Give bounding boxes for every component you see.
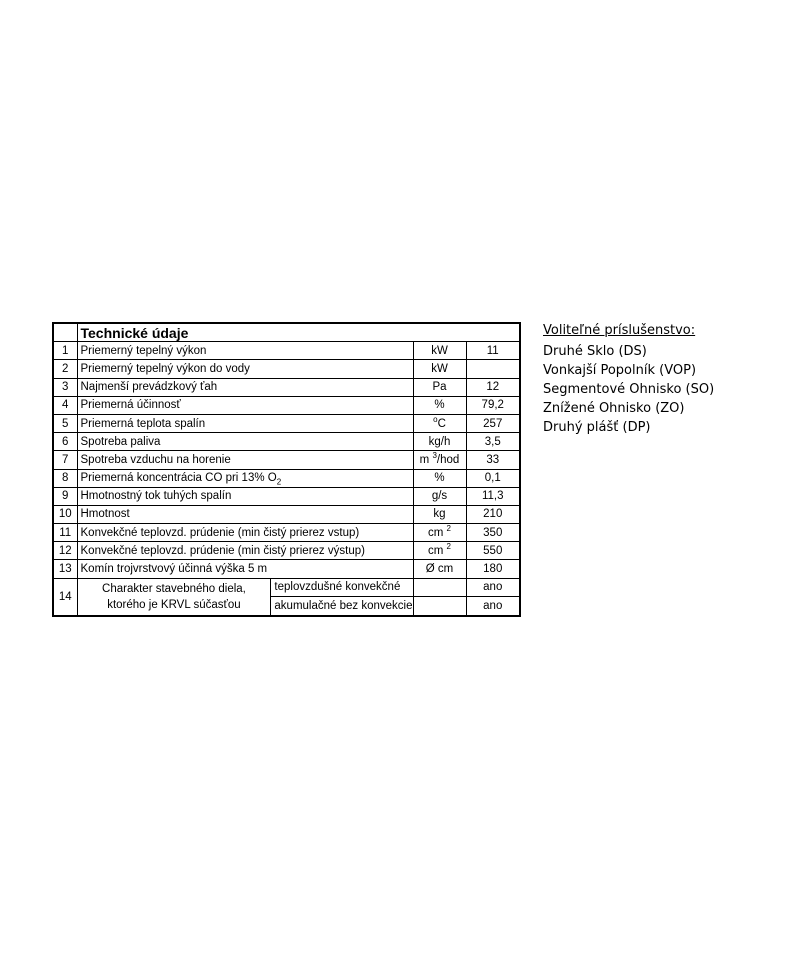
table-row (53, 542, 520, 560)
unit-base: m (419, 453, 430, 466)
row-unit (413, 542, 466, 560)
row-unit: kg/h (413, 433, 466, 451)
row-label: Hmotnost (77, 505, 413, 523)
row-unit: g/s (413, 487, 466, 505)
optional-accessories (543, 323, 714, 437)
unit-tail: /hod (436, 453, 460, 466)
row-number: 7 (53, 451, 77, 469)
row-label: Konvekčné teplovzd. prúdenie (min čistý prierez výstup) (77, 542, 413, 560)
row-number: 4 (53, 396, 77, 414)
technical-data-table (52, 322, 521, 617)
row-number: 9 (53, 487, 77, 505)
row-value: 11,3 (466, 487, 520, 505)
unit-superscript: 2 (446, 542, 451, 552)
row-value: 180 (466, 560, 520, 578)
row-unit: kW (413, 342, 466, 360)
row-unit (413, 524, 466, 542)
row-value: 257 (466, 414, 520, 432)
unit-superscript: 2 (446, 523, 451, 533)
label-base: Priemerná koncentrácia CO pri 13% O (80, 472, 277, 485)
row-number: 10 (53, 505, 77, 523)
row-value: 550 (466, 542, 520, 560)
row-number: 8 (53, 469, 77, 487)
row-label: Najmenší prevádzkový ťah (77, 378, 413, 396)
unit-base: C (437, 417, 446, 430)
table-row (53, 360, 520, 378)
row-value: 3,5 (466, 433, 520, 451)
row-value (466, 360, 520, 378)
table-row (53, 505, 520, 523)
row-value: 11 (466, 342, 520, 360)
row14-value-2: ano (466, 597, 520, 616)
row-unit (413, 414, 466, 432)
table-row (53, 524, 520, 542)
table-row (53, 414, 520, 432)
row-number: 12 (53, 542, 77, 560)
row-label: Spotreba vzduchu na horenie (77, 451, 413, 469)
row-label: Priemerný tepelný výkon (77, 342, 413, 360)
row-value: 12 (466, 378, 520, 396)
unit-superscript: 3 (432, 451, 437, 461)
row14-label-line2: ktorého je KRVL súčasťou (107, 598, 241, 611)
row-value: 33 (466, 451, 520, 469)
table-row (53, 560, 520, 578)
accessory-item: Vonkajší Popolník (VOP) (543, 363, 697, 378)
accessory-item: Druhý plášť (DP) (543, 420, 651, 435)
row14-option-1: teplovzdušné konvekčné (271, 579, 412, 597)
table-row (53, 342, 520, 360)
row-label: Konvekčné teplovzd. prúdenie (min čistý prierez vstup) (77, 524, 413, 542)
accessory-item: Znížené Ohnisko (ZO) (543, 401, 685, 416)
table-row (53, 578, 520, 596)
row-number: 14 (53, 578, 77, 616)
unit-base: cm (428, 544, 444, 557)
table-title: Technické údaje (77, 323, 520, 342)
accessory-item: Segmentové Ohnisko (SO) (543, 382, 715, 397)
accessory-item: Druhé Sklo (DS) (543, 344, 647, 359)
row-number: 6 (53, 433, 77, 451)
row-number: 13 (53, 560, 77, 578)
row-label: Priemerný tepelný výkon do vody (77, 360, 413, 378)
row-unit: % (413, 469, 466, 487)
row-unit: % (413, 396, 466, 414)
unit-superscript: o (433, 414, 438, 424)
row-label: Komín trojvrstvový účinná výška 5 m (77, 560, 413, 578)
row-label: Priemerná účinnosť (77, 396, 413, 414)
row14-option-2: akumulačné bez konvekcie (274, 599, 413, 612)
row-unit (413, 451, 466, 469)
row-number: 1 (53, 342, 77, 360)
row-unit: Ø cm (413, 560, 466, 578)
row14-unit-1 (413, 578, 466, 596)
row-value: 79,2 (466, 396, 520, 414)
table-row (53, 469, 520, 487)
row-label: Hmotnostný tok tuhých spalín (77, 487, 413, 505)
label-subscript: 2 (276, 477, 282, 487)
row14-label-split (77, 578, 413, 616)
row-number: 5 (53, 414, 77, 432)
row-number: 3 (53, 378, 77, 396)
title-num-cell (53, 323, 77, 342)
row-unit: Pa (413, 378, 466, 396)
row-number: 11 (53, 524, 77, 542)
table-title-row (53, 323, 520, 342)
accessories-title: Voliteľné príslušenstvo: (543, 323, 696, 338)
row-value: 210 (466, 505, 520, 523)
row-label: Spotreba paliva (77, 433, 413, 451)
table-row (53, 451, 520, 469)
table-row (53, 433, 520, 451)
row-value: 0,1 (466, 469, 520, 487)
row14-value-1: ano (466, 578, 520, 596)
row14-unit-2 (413, 597, 466, 616)
table-row (53, 396, 520, 414)
table-row (53, 487, 520, 505)
row-label (77, 469, 413, 487)
row-unit: kW (413, 360, 466, 378)
row-number: 2 (53, 360, 77, 378)
row-label: Priemerná teplota spalín (77, 414, 413, 432)
table-row (53, 378, 520, 396)
row-value: 350 (466, 524, 520, 542)
row14-label-line1: Charakter stavebného diela, (102, 582, 246, 595)
unit-base: cm (428, 526, 444, 539)
row-unit: kg (413, 505, 466, 523)
